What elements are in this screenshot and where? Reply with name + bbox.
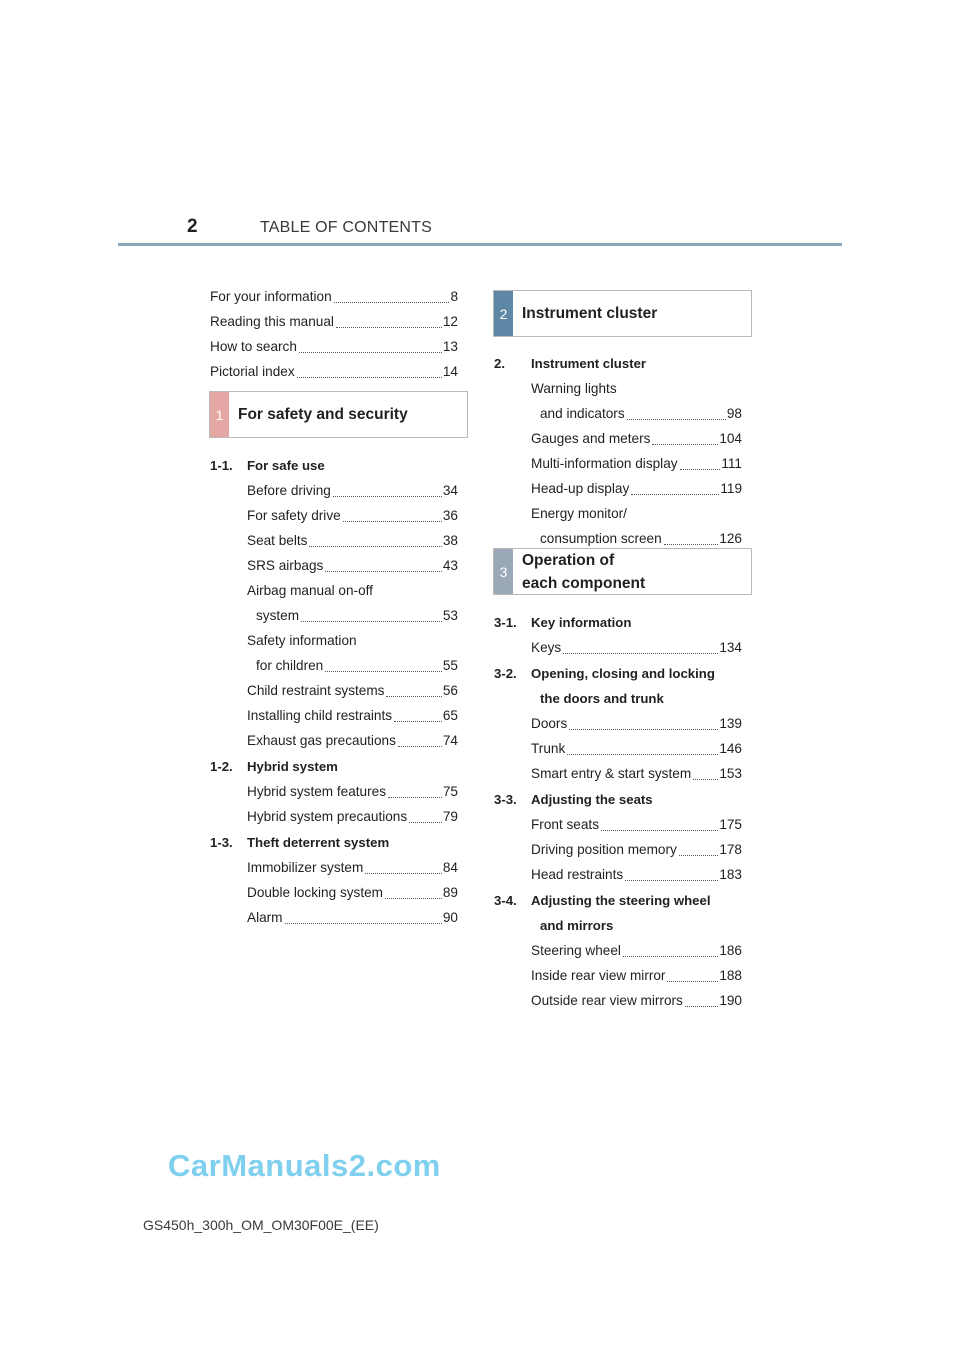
toc-entry[interactable]: Seat belts 38	[247, 533, 458, 548]
toc-entry[interactable]: Doors 139	[531, 716, 742, 731]
chapter-2-sections	[494, 351, 742, 551]
section-3-2-heading[interactable]: 3-2. Opening, closing and locking the doors and trunk	[494, 666, 715, 706]
toc-entry[interactable]: Installing child restraints 65	[247, 708, 458, 723]
section-1-2-heading[interactable]: 1-2. Hybrid system	[210, 759, 338, 774]
toc-entry-for-your-information[interactable]: For your information 8	[210, 289, 458, 304]
document-code: GS450h_300h_OM_OM30F00E_(EE)	[143, 1217, 379, 1233]
toc-entry[interactable]: Smart entry & start system 153	[531, 766, 742, 781]
toc-entry[interactable]: Outside rear view mirrors 190	[531, 993, 742, 1008]
toc-entry[interactable]: For safety drive 36	[247, 508, 458, 523]
toc-entry[interactable]: Before driving 34	[247, 483, 458, 498]
toc-entry[interactable]: Exhaust gas precautions 74	[247, 733, 458, 748]
toc-entry[interactable]: Immobilizer system 84	[247, 860, 458, 875]
chapter-1-title: For safety and security	[238, 406, 408, 423]
page-header-title: TABLE OF CONTENTS	[260, 219, 433, 236]
toc-entry-multiline[interactable]: Energy monitor/ consumption screen 126	[531, 506, 742, 546]
intro-list	[210, 284, 458, 384]
toc-entry-how-to-search[interactable]: How to search 13	[210, 339, 458, 354]
toc-entry[interactable]: Hybrid system precautions 79	[247, 809, 458, 824]
chapter-1-sections	[210, 453, 458, 930]
toc-entry[interactable]: Head restraints 183	[531, 867, 742, 882]
toc-entry[interactable]: Alarm 90	[247, 910, 458, 925]
toc-entry[interactable]: Multi-information display 111	[531, 456, 742, 471]
section-2-heading[interactable]: 2. Instrument cluster	[494, 356, 647, 371]
chapter-3-title: Operation of each component	[522, 551, 646, 592]
toc-entry[interactable]: Trunk 146	[531, 741, 742, 756]
chapter-3-sections	[494, 610, 742, 1013]
section-3-3-heading[interactable]: 3-3. Adjusting the seats	[494, 792, 653, 807]
toc-entry-multiline[interactable]: Airbag manual on-off system 53	[247, 583, 458, 623]
chapter-2-title: Instrument cluster	[522, 305, 658, 322]
toc-entry[interactable]: Inside rear view mirror 188	[531, 968, 742, 983]
chapter-3-box[interactable]	[493, 548, 752, 595]
chapter-1-tab: 1	[210, 392, 229, 437]
section-1-1-heading[interactable]: 1-1. For safe use	[210, 458, 325, 473]
toc-entry[interactable]: Steering wheel 186	[531, 943, 742, 958]
toc-entry[interactable]: SRS airbags 43	[247, 558, 458, 573]
toc-entry-pictorial-index[interactable]: Pictorial index 14	[210, 364, 458, 379]
toc-entry[interactable]: Keys 134	[531, 640, 742, 655]
chapter-2-tab: 2	[494, 291, 513, 336]
toc-entry[interactable]: Hybrid system features 75	[247, 784, 458, 799]
toc-entry-multiline[interactable]: Safety information for children 55	[247, 633, 458, 673]
chapter-2-box[interactable]	[493, 290, 752, 337]
toc-entry-multiline[interactable]: Warning lights and indicators 98	[531, 381, 742, 421]
toc-entry[interactable]: Double locking system 89	[247, 885, 458, 900]
section-1-3-heading[interactable]: 1-3. Theft deterrent system	[210, 835, 390, 850]
page-number: 2	[187, 216, 198, 237]
toc-entry[interactable]: Driving position memory 178	[531, 842, 742, 857]
header-divider	[118, 243, 842, 246]
toc-entry[interactable]: Front seats 175	[531, 817, 742, 832]
toc-entry[interactable]: Head-up display 119	[531, 481, 742, 496]
toc-entry[interactable]: Gauges and meters 104	[531, 431, 742, 446]
toc-entry[interactable]: Child restraint systems 56	[247, 683, 458, 698]
toc-entry-reading-this-manual[interactable]: Reading this manual 12	[210, 314, 458, 329]
section-3-1-heading[interactable]: 3-1. Key information	[494, 615, 632, 630]
section-3-4-heading[interactable]: 3-4. Adjusting the steering wheel and mirrors	[494, 893, 711, 933]
chapter-1-box[interactable]	[209, 391, 468, 438]
watermark: CarManuals2.com	[168, 1148, 441, 1183]
chapter-3-tab: 3	[494, 549, 513, 594]
